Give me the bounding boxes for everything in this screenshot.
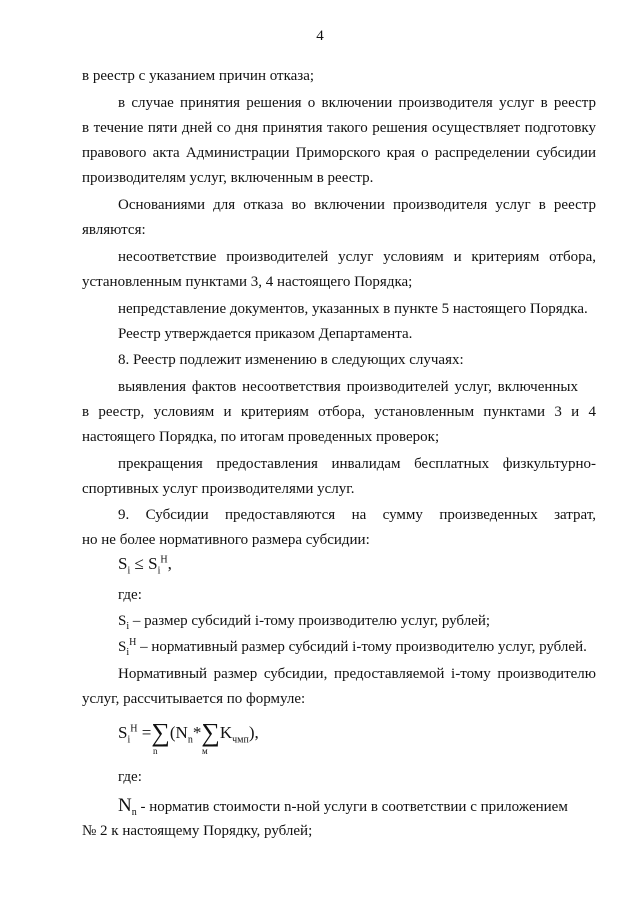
page-number: 4 xyxy=(316,28,324,44)
formula-subsidy-limit xyxy=(118,554,172,577)
formula-superscript: H xyxy=(160,554,168,566)
text-line: спортивных услуг производителями услуг. xyxy=(82,481,355,497)
formula-subscript: n xyxy=(187,734,193,746)
text-line: Нормативный размер субсидии, предоставляемой i-тому производителю xyxy=(118,666,596,682)
formula-symbol: S xyxy=(148,554,158,573)
definition-text: – размер субсидий i-тому производителю услуг, рублей; xyxy=(129,613,491,629)
formula-subscript: чмп xyxy=(232,734,249,746)
formula-operator: ≤ xyxy=(134,554,144,573)
formula-punct: , xyxy=(167,554,172,573)
text-line: в реестр, условиям и критериям отбора, установленным пунктами 3 и 4 xyxy=(82,404,596,420)
formula-subscript: i xyxy=(157,565,161,577)
text-line: прекращения предоставления инвалидам бесплатных физкультурно- xyxy=(118,456,596,472)
formula-subscript: i xyxy=(126,647,130,658)
text-line: производителям услуг, включенным в реестр. xyxy=(82,170,374,186)
text-line: правового акта Администрации Приморского края о распределении субсидии xyxy=(82,145,596,161)
formula-symbol: (N xyxy=(169,723,188,742)
text-line: услуг, рассчитывается по формуле: xyxy=(82,691,306,707)
text-line: где: xyxy=(118,587,142,603)
text-line: 9. Субсидии предоставляются на сумму произведенных затрат, xyxy=(118,507,596,523)
formula-symbol: S xyxy=(118,723,128,742)
sum-index: м xyxy=(202,746,208,756)
formula-normative-size xyxy=(118,715,259,745)
sum-index: n xyxy=(153,746,158,756)
definition-text: - норматив стоимости n-ной услуги в соответствии с приложением xyxy=(136,799,568,815)
text-line: несоответствие производителей услуг условиям и критериям отбора, xyxy=(118,249,596,265)
text-line: 8. Реестр подлежит изменению в следующих случаях: xyxy=(118,352,464,368)
sum-icon: ∑ xyxy=(201,718,220,747)
sum-icon: ∑ xyxy=(151,718,170,747)
formula-subscript: n xyxy=(131,807,137,818)
text-line: Основаниями для отказа во включении производителя услуг в реестр xyxy=(118,197,596,213)
text-line: Реестр утверждается приказом Департамента. xyxy=(118,326,413,342)
formula-superscript: H xyxy=(129,637,137,648)
formula-subscript: i xyxy=(127,565,131,577)
text-line: № 2 к настоящему Порядку, рублей; xyxy=(82,823,313,839)
formula-superscript: H xyxy=(130,723,138,735)
definition-text: – нормативный размер субсидий i-тому производителю услуг, рублей. xyxy=(136,639,587,655)
definition-line xyxy=(118,796,596,817)
text-line: установленным пунктами 3, 4 настоящего Порядка; xyxy=(82,274,413,290)
text-line: непредставление документов, указанных в пункте 5 настоящего Порядка. xyxy=(118,301,588,317)
formula-operator: * xyxy=(192,723,202,742)
text-line: в случае принятия решения о включении производителя услуг в реестр xyxy=(118,95,596,111)
text-line: являются: xyxy=(82,222,146,238)
definition-line xyxy=(118,612,596,631)
formula-symbol: S xyxy=(118,639,127,655)
formula-symbol: K xyxy=(219,723,233,742)
text-line: но не более нормативного размера субсидии: xyxy=(82,532,370,548)
formula-symbol: S xyxy=(118,613,127,629)
formula-punct: ), xyxy=(248,723,259,742)
formula-symbol: S xyxy=(118,554,128,573)
formula-symbol: N xyxy=(118,795,132,816)
text-line: в течение пяти дней со дня принятия такого решения осуществляет подготовку xyxy=(82,120,596,136)
text-line: настоящего Порядка, по итогам проведенных проверок; xyxy=(82,429,440,445)
formula-subscript: i xyxy=(127,734,131,746)
formula-operator: = xyxy=(141,723,152,742)
definition-line xyxy=(118,638,596,657)
formula-subscript: i xyxy=(126,621,130,632)
text-line: в реестр с указанием причин отказа; xyxy=(82,68,315,84)
text-line: где: xyxy=(118,769,142,785)
text-line: выявления фактов несоответствия производителей услуг, включенных xyxy=(118,379,578,395)
